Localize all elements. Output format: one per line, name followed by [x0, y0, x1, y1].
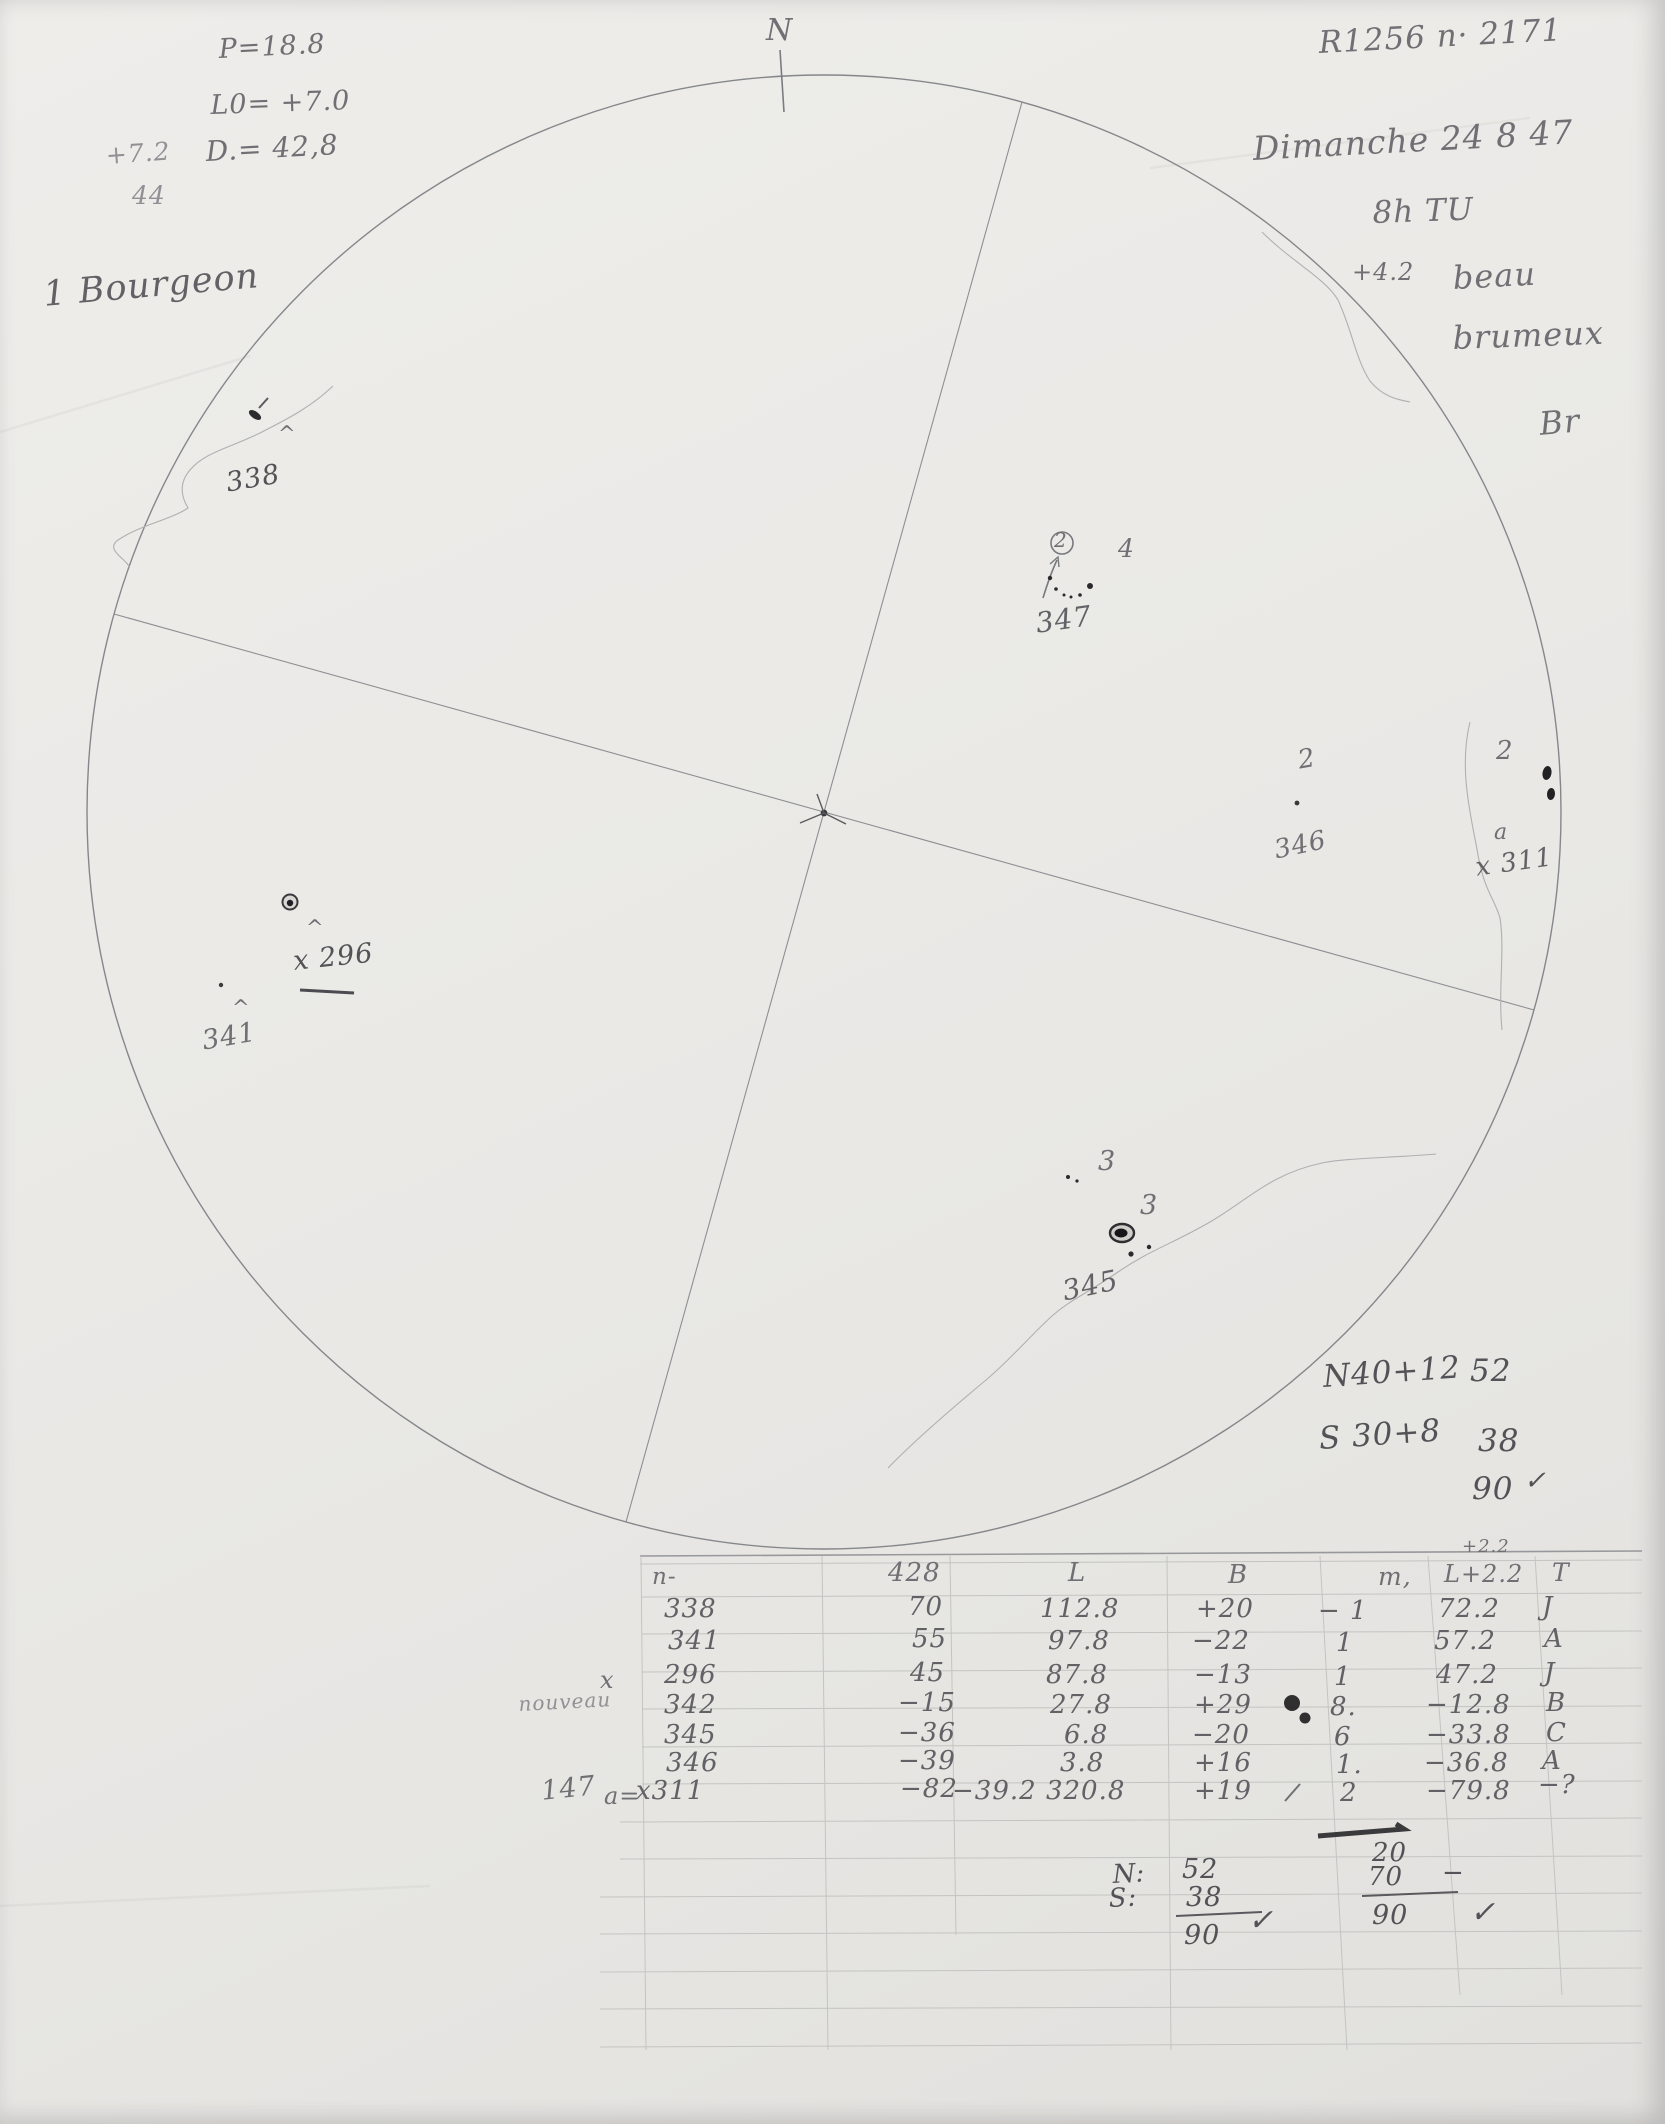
- group-label-346: 346: [1271, 825, 1330, 866]
- cell-lc-3: −12.8: [1426, 1690, 1511, 1720]
- cell-b-2: −13: [1194, 1660, 1252, 1690]
- cell-t-6: −?: [1538, 1770, 1576, 1800]
- col-header-428: 428: [888, 1558, 941, 1588]
- group-label-341: 341: [199, 1016, 259, 1057]
- south-count-line: S 30+8: [1317, 1412, 1443, 1457]
- north-count-total: 52: [1470, 1353, 1512, 1389]
- south-count-total: 38: [1478, 1423, 1520, 1459]
- cell-t-5: A: [1542, 1746, 1562, 1776]
- cell-lc-0: 72.2: [1438, 1594, 1500, 1624]
- disk-centre-mark: [800, 794, 846, 824]
- cell-b-5: +16: [1194, 1748, 1252, 1778]
- cell-n-1: 341: [668, 1626, 721, 1656]
- col-header-corr-small: +2.2: [1462, 1536, 1510, 1557]
- group-341-caret: ^: [232, 996, 251, 1020]
- group-label-296: x 296: [291, 937, 375, 977]
- sunspot-group-346: [1295, 801, 1300, 806]
- quality-value: +4.2: [1352, 258, 1415, 286]
- col-header-corr: L+2.2: [1444, 1560, 1524, 1588]
- group-label-345: 345: [1059, 1263, 1122, 1308]
- time-line: 8h TU: [1371, 191, 1475, 231]
- group-347-count: 4: [1118, 534, 1135, 563]
- sunspot-group-345: [1066, 1175, 1151, 1257]
- north-count-line: N40+12: [1321, 1349, 1462, 1395]
- cell-c2-3: −15: [898, 1688, 956, 1718]
- cell-l-3: 27.8: [1050, 1690, 1112, 1720]
- cell-t-1: A: [1544, 1624, 1564, 1654]
- cell-m-4: 6: [1334, 1722, 1352, 1752]
- cell-n-6: x311: [636, 1776, 705, 1806]
- cell-t-3: B: [1546, 1688, 1567, 1718]
- cell-m-5: 1.: [1336, 1750, 1363, 1780]
- cell-m-1: 1: [1336, 1628, 1354, 1658]
- date-line: Dimanche 24 8 47: [1251, 112, 1575, 168]
- ephemeris-p: P=18.8: [217, 28, 327, 65]
- cell-lc-2: 47.2: [1436, 1660, 1498, 1690]
- cell-c2-4: −36: [898, 1718, 956, 1748]
- cell-m-6: 2: [1340, 1778, 1358, 1808]
- row-296-x-mark: x: [600, 1666, 615, 1694]
- sunspot-group-311: [1541, 765, 1555, 800]
- cell-b-6: +19: [1194, 1776, 1252, 1806]
- cell-t-0: J: [1542, 1592, 1554, 1622]
- group-label-338: 338: [223, 458, 283, 499]
- ephemeris-d44: 44: [132, 181, 166, 210]
- ephemeris-d: D.= 42,8: [204, 128, 340, 168]
- cell-m-2: 1: [1334, 1662, 1352, 1692]
- cell-lc-6: −79.8: [1426, 1776, 1511, 1806]
- cell-c2-0: 70: [908, 1592, 944, 1622]
- cell-c2-5: −39: [898, 1746, 956, 1776]
- total-s-label: S:: [1107, 1882, 1139, 1914]
- cell-t-2: J: [1544, 1658, 1556, 1688]
- sunspot-group-347: [1043, 528, 1093, 599]
- sunspot-group-338: [247, 398, 268, 422]
- total-sum-value: 90: [1184, 1920, 1221, 1951]
- cell-l-6: −39.2 320.8: [952, 1776, 1126, 1806]
- cell-m-0: − 1: [1318, 1596, 1368, 1626]
- group-345-count-b: 3: [1140, 1190, 1159, 1221]
- grand-total-check: ✓: [1524, 1466, 1547, 1496]
- total-check-left: ✓: [1248, 1903, 1275, 1938]
- cell-n-2: 296: [664, 1660, 717, 1690]
- cell-b-1: −22: [1192, 1626, 1250, 1656]
- total-m90: 90: [1372, 1900, 1409, 1931]
- cell-b-3: +29: [1194, 1690, 1252, 1720]
- cell-c2-2: 45: [910, 1658, 946, 1688]
- observer-name: 1 Bourgeon: [41, 256, 261, 315]
- col-header-t: T: [1552, 1558, 1570, 1587]
- group-346-count: 2: [1295, 742, 1319, 776]
- sky-condition-1: beau: [1451, 254, 1537, 297]
- group-311-a-mark: a: [1494, 820, 1509, 845]
- ink-blot: [1284, 1695, 1311, 1724]
- group-338-caret: ^: [278, 422, 297, 446]
- row-311-prefix: 147: [539, 1770, 598, 1807]
- cell-m-3: 8.: [1330, 1692, 1357, 1722]
- cell-n-4: 345: [664, 1720, 717, 1750]
- north-label: N: [766, 13, 794, 48]
- row-311-eq: a=: [604, 1782, 641, 1810]
- total-n-label: N:: [1111, 1858, 1147, 1890]
- group-347-circled-count: 2: [1054, 528, 1068, 552]
- sunspot-group-341: [219, 983, 223, 987]
- cell-l-4: 6.8: [1064, 1720, 1109, 1750]
- cell-lc-5: −36.8: [1424, 1748, 1509, 1778]
- register-number: R1256 n· 2171: [1317, 12, 1564, 61]
- group-311-count: 2: [1496, 736, 1514, 766]
- cell-lc-4: −33.8: [1426, 1720, 1511, 1750]
- cell-lc-1: 57.2: [1434, 1626, 1496, 1656]
- col-header-n: n-: [652, 1564, 677, 1590]
- col-header-m: m,: [1378, 1562, 1412, 1591]
- cell-n-5: 346: [666, 1748, 719, 1778]
- group-345-count-a: 3: [1098, 1146, 1117, 1177]
- group-label-347: 347: [1033, 599, 1095, 640]
- col-header-b: B: [1228, 1560, 1249, 1590]
- cell-n-3: 342: [664, 1690, 717, 1720]
- col-header-l: L: [1068, 1558, 1087, 1588]
- ephemeris-l0: L0= +7.0: [209, 85, 351, 121]
- north-tick: [780, 50, 784, 112]
- cell-b-4: −20: [1192, 1720, 1250, 1750]
- group-296-caret: ^: [306, 916, 325, 940]
- cell-c2-1: 55: [912, 1624, 948, 1654]
- grand-total: 90: [1472, 1471, 1514, 1507]
- total-m70: 70: [1368, 1862, 1404, 1892]
- total-s-value: 38: [1186, 1882, 1223, 1913]
- ephemeris-corr: +7.2: [104, 136, 172, 170]
- cell-l-0: 112.8: [1040, 1594, 1120, 1624]
- paper-creases: [0, 118, 1530, 1906]
- observer-initials: Br: [1537, 401, 1582, 443]
- cell-n-0: 338: [664, 1594, 717, 1624]
- total-n-value: 52: [1182, 1854, 1219, 1885]
- cell-b-0: +20: [1196, 1594, 1254, 1624]
- row-342-nouveau: nouveau: [517, 1687, 612, 1716]
- cell-t-4: C: [1546, 1718, 1567, 1748]
- cell-l-5: 3.8: [1060, 1748, 1105, 1778]
- group-label-311: x 311: [1473, 842, 1555, 883]
- cell-l-1: 97.8: [1048, 1626, 1110, 1656]
- total-dash: −: [1442, 1858, 1465, 1888]
- cell-l-2: 87.8: [1046, 1660, 1108, 1690]
- sky-condition-2: brumeux: [1451, 313, 1605, 357]
- total-check-right: ✓: [1470, 1895, 1497, 1930]
- cell-c2-6: −82: [900, 1774, 958, 1804]
- total-m20: 20: [1372, 1838, 1408, 1868]
